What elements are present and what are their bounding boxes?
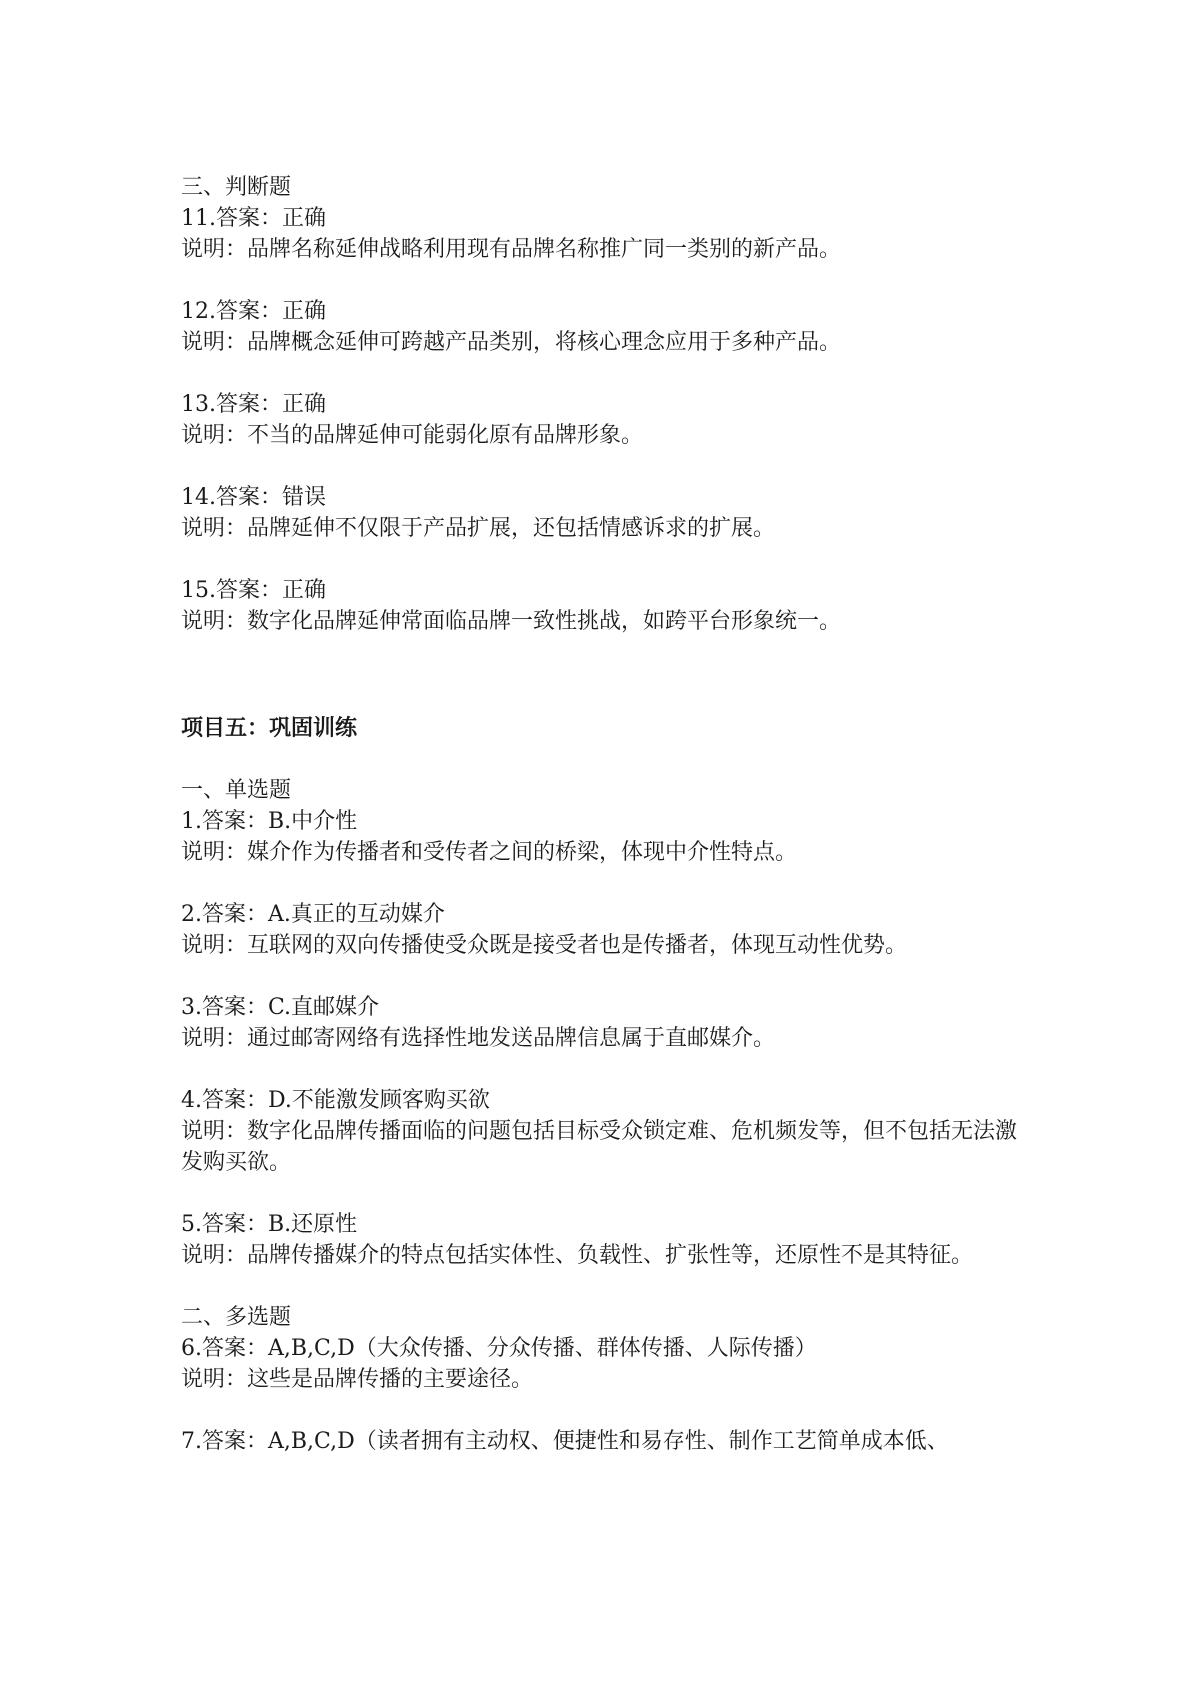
explanation-line: 说明：品牌概念延伸可跨越产品类别，将核心理念应用于多种产品。 (181, 330, 842, 355)
section-heading-judgment: 三、判断题 (181, 175, 292, 200)
explanation-line: 说明：媒介作为传播者和受传者之间的桥梁，体现中介性特点。 (181, 840, 798, 865)
section-heading-multi-choice: 二、多选题 (181, 1305, 292, 1330)
answer-line: 5.答案：B.还原性 (181, 1212, 358, 1237)
explanation-line: 说明：不当的品牌延伸可能弱化原有品牌形象。 (181, 423, 644, 448)
answer-line: 6.答案：A,B,C,D（大众传播、分众传播、群体传播、人际传播） (181, 1336, 817, 1361)
explanation-paragraph: 说明：品牌传播媒介的特点包括实体性、负载性、扩张性等，还原性不是其特征。 (181, 1243, 974, 1268)
explanation-line: 说明：这些是品牌传播的主要途径。 (181, 1367, 534, 1392)
answer-line: 11.答案：正确 (181, 206, 326, 231)
answer-line: 3.答案：C.直邮媒介 (181, 995, 380, 1020)
answer-line: 4.答案：D.不能激发顾客购买欲 (181, 1088, 490, 1113)
section-heading-single-choice: 一、单选题 (181, 778, 292, 803)
explanation-line: 说明：通过邮寄网络有选择性地发送品牌信息属于直邮媒介。 (181, 1026, 776, 1051)
explanation-line: 说明：数字化品牌延伸常面临品牌一致性挑战，如跨平台形象统一。 (181, 609, 842, 634)
explanation-paragraph: 说明：数字化品牌传播面临的问题包括目标受众锁定难、危机频发等，但不包括无法激发购买欲。 (181, 1119, 1018, 1175)
answer-line: 12.答案：正确 (181, 299, 326, 324)
project-title: 项目五：巩固训练 (181, 716, 358, 741)
explanation-line: 说明：互联网的双向传播使受众既是接受者也是传播者，体现互动性优势。 (181, 933, 908, 958)
answer-line: 2.答案：A.真正的互动媒介 (181, 902, 445, 927)
answer-line: 14.答案：错误 (181, 485, 326, 510)
answer-line: 1.答案：B.中介性 (181, 809, 358, 834)
explanation-line: 说明：品牌名称延伸战略利用现有品牌名称推广同一类别的新产品。 (181, 237, 842, 262)
explanation-line: 说明：品牌延伸不仅限于产品扩展，还包括情感诉求的扩展。 (181, 516, 776, 541)
answer-line: 13.答案：正确 (181, 392, 326, 417)
answer-line: 15.答案：正确 (181, 578, 326, 603)
document-page (181, 172, 1021, 1457)
answer-line: 7.答案：A,B,C,D（读者拥有主动权、便捷性和易存性、制作工艺简单成本低、 (181, 1429, 949, 1454)
